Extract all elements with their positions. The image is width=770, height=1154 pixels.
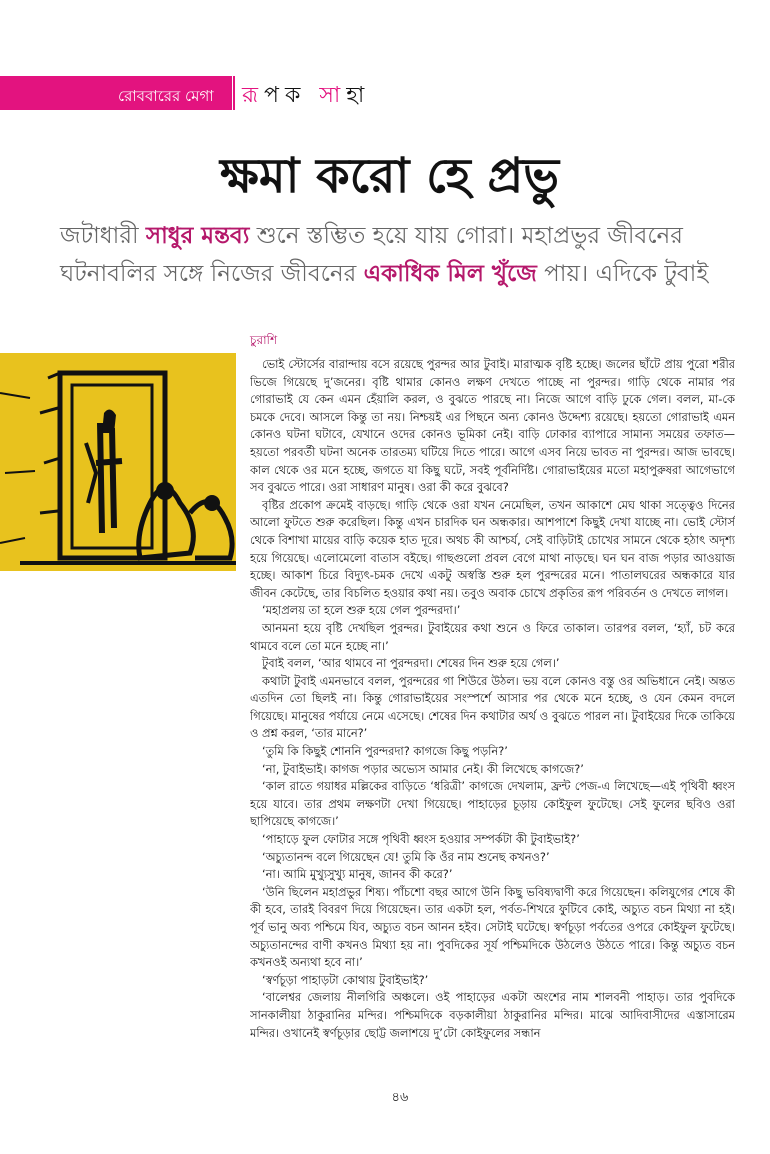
paragraph: ‘অচ্যুতানন্দ বলে গিয়েছেন যে! তুমি কি ওঁর নাম শুনেছ কখনও?’ xyxy=(262,849,550,864)
story-lede xyxy=(60,217,720,293)
paragraph: ‘মহাপ্রলয় তা হলে শুরু হয়ে গেল পুরন্দরদা।’ xyxy=(262,603,461,618)
illustration-drawing xyxy=(0,353,236,571)
author-part1: পক xyxy=(264,83,320,108)
author-accent2: সা xyxy=(319,83,347,108)
paragraph: ‘উনি ছিলেন মহাপ্রভুর শিষ্য। পাঁচশো বছর আগে উনি কিছু ভবিষ্যদ্বাণী করে গিয়েছেন। কলিযুগের শেষে কী কী হবে, তারই বিবরণ দিয়ে গিয়েছেন। তার একটা হল, পর্বত-শিখরে ফুটিবে কোই, অচ্যুত বচন মিথ্যা না হই। পূর্ব ভানু অব্য পশ্চিমে যিব, অচ্যুত বচন আনন হইব। সেটাই ঘটেছে। স্বর্ণচূড়া পর্বতের ওপরে কোইফুল ফুটেছে। অচ্যুতানন্দের বাণী কখনও মিথ্যা হয় না। পুবদিকের সূর্য পশ্চিমদিকে উঠলেও উঠতে পারে। কিন্তু অচ্যুত বচন কখনওই অন্যথা হবে না।’ xyxy=(250,884,735,970)
paragraph: টুবাই বলল, ‘আর থামবে না পুরন্দরদা। শেষের দিন শুরু হয়ে গেল।’ xyxy=(262,656,560,671)
lede-text-1: জটাধারী xyxy=(60,223,146,249)
lede-highlight-1: সাধুর মন্তব্য xyxy=(145,223,250,249)
page-number: ৪৬ xyxy=(391,1090,409,1105)
paragraph: কথাটা টুবাই এমনভাবে বলল, পুরন্দরের গা শিউরে উঠল। ভয় বলে কোনও বস্তু ওর অভিধানে নেই। অন্তত এতদিন তো ছিলই না। কিন্তু গোরাভাইয়ের সংস্পর্শে আসার পর থেকে মনে হচ্ছে, ও যেন কেমন বদলে গিয়েছে। মানুষের পর্যায়ে নেমে এসেছে। শেষের দিন কথাটার অর্থ ও বুঝতে পারল না। টুবাইয়ের দিকে তাকিয়ে ও প্রশ্ন করল, ‘তার মানে?’ xyxy=(250,673,735,741)
chapter-label: চুরাশি xyxy=(250,333,278,347)
paragraph: ‘না, টুবাইভাই। কাগজ পড়ার অভ্যেস আমার নেই। কী লিখেছে কাগজে?’ xyxy=(262,761,584,776)
lede-text-3: পায়। এদিকে টুবাই xyxy=(536,261,709,287)
lede-text-2: শুনে স্তম্ভিত হয়ে যায় গোরা। মহাপ্রভুর জীবনের ঘটনাবলির সঙ্গে নিজের জীবনের xyxy=(60,223,683,287)
paragraph: ‘তুমি কি কিছুই শোননি পুরন্দরদা? কাগজে কিছু পড়নি?’ xyxy=(262,744,508,759)
author-name xyxy=(242,78,370,115)
paragraph: ‘পাহাড়ে ফুল ফোটার সঙ্গে পৃথিবী ধ্বংস হওয়ার সম্পর্কটা কী টুবাইভাই?’ xyxy=(262,832,580,847)
paragraph: ‘না। আমি মুখ্যুসুখ্যু মানুষ, জানব কী করে?’ xyxy=(262,867,453,882)
section-label: রোববারের মেগা xyxy=(118,87,214,105)
paragraph: ‘বালেশ্বর জেলায় নীলগিরি অঞ্চলে। ওই পাহাড়ের একটা অংশের নাম শালবনী পাহাড়। তার পুবদিকে সানকালীয়া ঠাকুরানির মন্দির। পশ্চিমদিকে বড়কালীয়া ঠাকুরানির মন্দির। মাঝে আদিবাসীদের এস্তাসারেম মন্দির। ওখানেই স্বর্ণচূড়ার ছোট্ট জলাশয়ে দু’টো কোইফুলের সন্ধান xyxy=(250,990,735,1040)
author-part2: হা xyxy=(346,83,371,108)
story-illustration xyxy=(0,353,236,571)
author-accent: রূ xyxy=(242,83,265,108)
paragraph: বৃষ্টির প্রকোপ ক্রমেই বাড়ছে। গাড়ি থেকে ওরা যখন নেমেছিল, তখন আকাশে মেঘ থাকা সত্ত্বেও দিনের আলো ফুটতে শুরু করেছিল। কিন্তু এখন চারদিক ঘন অন্ধকার। আশপাশে কিছুই দেখা যাচ্ছে না। ভোই স্টোর্স থেকে বিশাখা মায়ের বাড়ি কয়েক হাত দূরে। অথচ কী আশ্চর্য, সেই বাড়িটাই চোখের সামনে থেকে হঠাৎ অদৃশ্য হয়ে গিয়েছে। এলোমেলো বাতাস বইছে। গাছগুলো প্রবল বেগে মাথা নাড়ছে। ঘন ঘন বাজ পড়ার আওয়াজ হচ্ছে। আকাশ চিরে বিদ্যুৎ-চমক দেখে একটু অস্বস্তি শুরু হল পুরন্দরের মনে। পাতালঘরের অন্ধকারে যার জীবন কেটেছে, তার বিচলিত হওয়ার কথা নয়। তবুও অবাক চোখে প্রকৃতির রূপ পরিবর্তন ও দেখতে লাগল। xyxy=(250,497,735,600)
story-body xyxy=(250,356,735,1071)
story-title: ক্ষমা করো হে প্রভু xyxy=(220,148,560,204)
lede-highlight-2: একাধিক মিল খুঁজে xyxy=(363,261,537,287)
paragraph: ‘কাল রাতে গয়াধর মল্লিকের বাড়িতে ‘ধরিত্রী’ কাগজে দেখলাম, ফ্রন্ট পেজ-এ লিখেছে—এই পৃথিবী ধ্বংস হয়ে যাবে। তার প্রথম লক্ষণটা দেখা গিয়েছে। পাহাড়ের চূড়ায় কোইফুল ফুটেছে। সেই ফুলের ছবিও ওরা ছাপিয়েছে কাগজে।’ xyxy=(250,779,735,829)
paragraph: ‘স্বর্ণচূড়া পাহাড়টা কোথায় টুবাইভাই?’ xyxy=(262,972,429,987)
paragraph: আনমনা হয়ে বৃষ্টি দেখছিল পুরন্দর। টুবাইয়ের কথা শুনে ও ফিরে তাকাল। তারপর বলল, ‘হ্যাঁ, চট করে থামবে বলে তো মনে হচ্ছে না।’ xyxy=(250,620,735,653)
paragraph: ভোই স্টোর্সের বারান্দায় বসে রয়েছে পুরন্দর আর টুবাই। মারাত্মক বৃষ্টি হচ্ছে। জলের ছাঁটে প্রায় পুরো শরীর ভিজে গিয়েছে দু’জনের। বৃষ্টি থামার কোনও লক্ষণ দেখতে পাচ্ছে না পুরন্দর। গাড়ি থেকে নামার পর গোরাভাই যে কেন এমন হেঁয়ালি করল, ও বুঝতে পারছে না। নিজে আগে বাড়ি ঢুকে গেল। বলল, মা-কে চমকে দেবে। আসলে কিন্তু তা নয়। নিশ্চয়ই এর পিছনে অন্য কোনও উদ্দেশ্য রয়েছে। হয়তো গোরাভাই এমন কোনও ঘটনা ঘটাবে, যেখানে ওদের কোনও ভূমিকা নেই। বাড়ি ঢোকার ব্যাপারে সামান্য সময়ের তফাত—হয়তো পরবর্তী ঘটনা অনেক তারতম্য ঘটিয়ে দিতে পারে। আগে এসব নিয়ে ভাবত না পুরন্দর। আজ ভাবছে। কাল থেকে ওর মনে হচ্ছে, জগতে যা কিছু ঘটে, সবই পূর্বনির্দিষ্ট। গোরাভাইয়ের মতো মহাপুরুষরা আগেভাগে সব বুঝতে পারে। ওরা সাধারণ মানুষ। ওরা কী করে বুঝবে? xyxy=(250,357,735,495)
header-divider xyxy=(233,76,235,110)
